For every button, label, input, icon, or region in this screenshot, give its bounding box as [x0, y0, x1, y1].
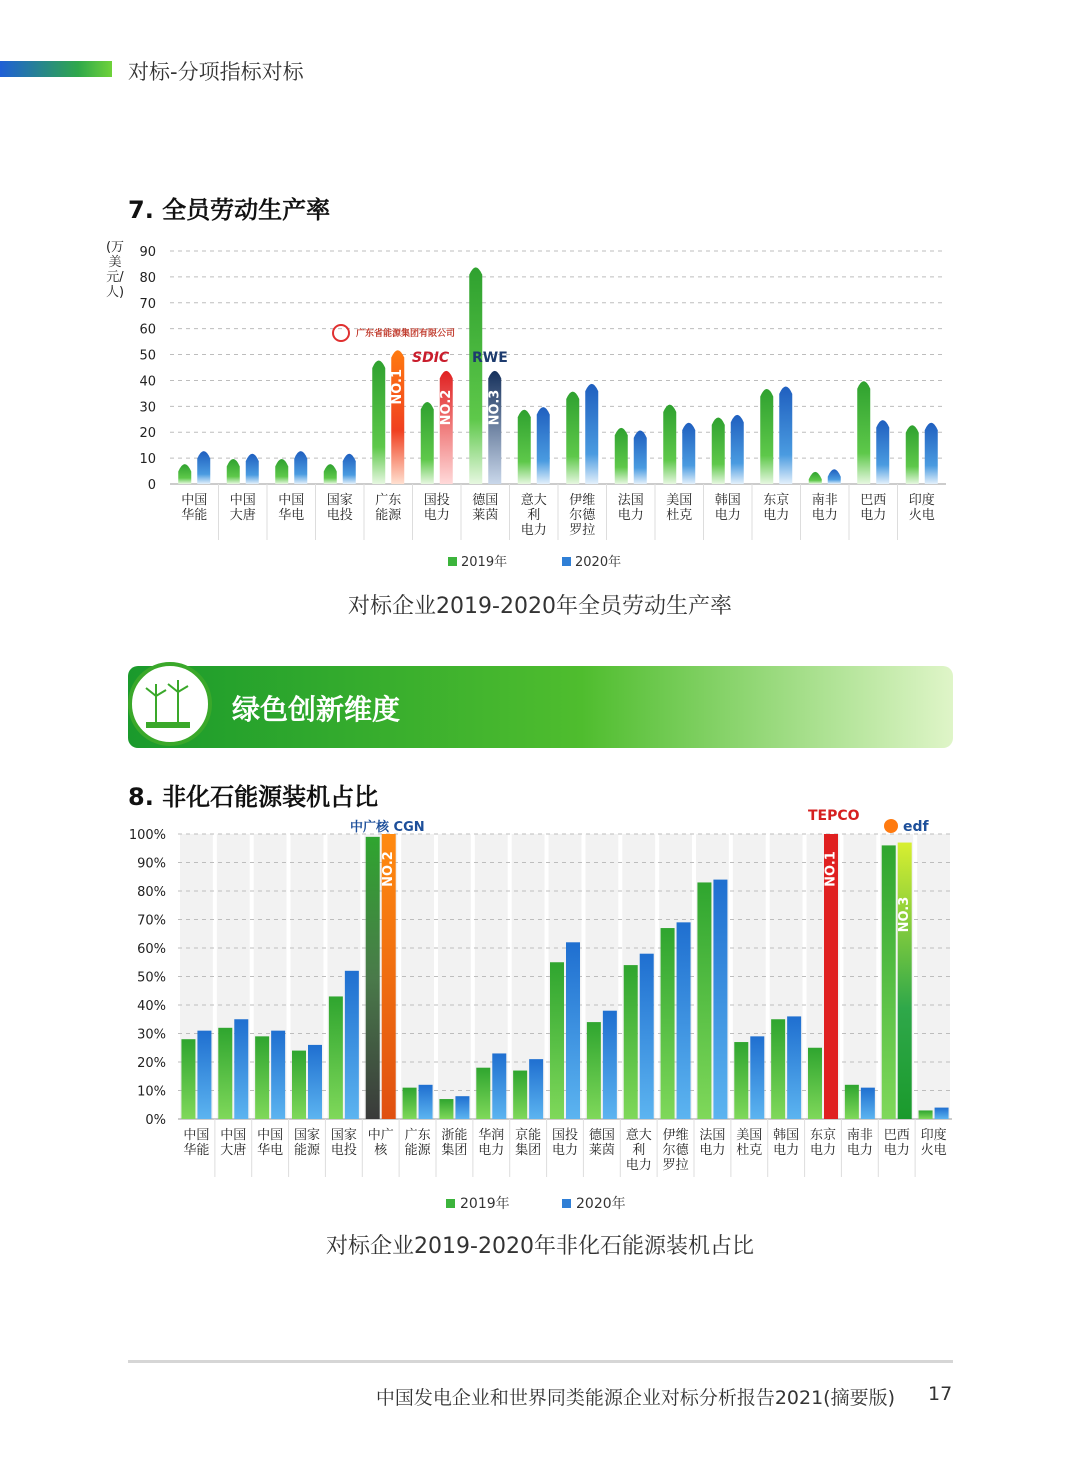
x-tick-label: 华电 [278, 508, 305, 523]
bar-2019年 [808, 1048, 822, 1119]
x-tick-label: 电力 [625, 1158, 652, 1173]
x-tick-label: 电力 [714, 508, 741, 523]
x-tick-label: 尔德 [569, 508, 596, 523]
x-tick-label: 美国 [736, 1128, 763, 1143]
bar-2020年 [779, 386, 792, 484]
rank-label: NO.1 [390, 368, 406, 405]
y-tick-label: 0 [147, 478, 156, 493]
bar-2019年 [366, 837, 380, 1119]
bar-2019年 [845, 1085, 859, 1119]
y-tick-label: 80% [137, 885, 166, 900]
bar-2019年 [372, 361, 385, 484]
rank-label: NO.2 [381, 851, 397, 887]
x-tick-label: 德国 [588, 1128, 615, 1143]
bar-2020年 [294, 451, 307, 484]
x-tick-label: 国投 [423, 493, 450, 508]
x-tick-label: 华能 [183, 1143, 210, 1158]
edf-logo: edf [903, 819, 929, 835]
bar-2019年 [624, 965, 638, 1119]
x-tick-label: 印度 [920, 1128, 947, 1143]
x-tick-label: 尔德 [662, 1143, 689, 1158]
x-tick-label: 中国 [183, 1128, 210, 1143]
x-tick-label: 电力 [809, 1143, 837, 1158]
x-tick-label: 大唐 [229, 508, 256, 523]
chart2-caption: 对标企业2019-2020年非化石能源装机占比 [326, 1234, 754, 1259]
x-tick-label: 广东 [375, 493, 402, 508]
bar-2020年 [345, 971, 359, 1119]
x-tick-label: 伊维 [569, 493, 596, 508]
bar-2019年 [292, 1051, 306, 1119]
x-tick-label: 电力 [699, 1143, 726, 1158]
bar-2019年 [439, 1099, 453, 1119]
x-tick-label: 电力 [773, 1143, 800, 1158]
bar-2020年 [419, 1085, 433, 1119]
x-tick-label: 电力 [423, 508, 450, 523]
banner-title: 绿色创新维度 [232, 693, 401, 726]
bar-2020年 [492, 1053, 506, 1119]
footer-text: 中国发电企业和世界同类能源企业对标分析报告2021(摘要版) [375, 1387, 895, 1409]
x-tick-label: 广东 [404, 1128, 431, 1143]
bar-2020年 [537, 407, 550, 484]
rank-label: NO.3 [897, 896, 913, 933]
x-tick-label: 东京 [809, 1128, 837, 1143]
x-tick-label: 电力 [478, 1143, 505, 1158]
bar-2020年 [343, 454, 356, 484]
x-tick-label: 莱茵 [588, 1143, 615, 1158]
x-tick-label: 南非 [846, 1128, 873, 1143]
x-tick-label: 杜克 [736, 1143, 763, 1158]
bar-2019年 [712, 418, 725, 484]
y-tick-label: 50% [137, 970, 166, 986]
bar-2020年 [898, 843, 912, 1119]
bar-2019年 [181, 1039, 195, 1119]
x-tick-label: 中国 [278, 493, 305, 508]
x-tick-label: 电投 [330, 1143, 357, 1158]
bar-2020年 [861, 1088, 875, 1119]
x-tick-label: 德国 [472, 493, 499, 508]
legend-label: 2020年 [576, 1196, 626, 1212]
x-tick-label: 大唐 [220, 1143, 247, 1158]
x-tick-label: 电力 [617, 508, 644, 523]
x-tick-label: 中国 [257, 1128, 284, 1143]
bar-2020年 [634, 430, 647, 484]
x-tick-label: 意大 [625, 1128, 652, 1143]
bar-2019年 [227, 459, 240, 484]
bar-2019年 [329, 996, 343, 1119]
cgn-logo: 中广核 CGN [350, 820, 425, 835]
x-tick-label: 华润 [478, 1128, 505, 1143]
bar-2019年 [178, 464, 191, 484]
y-tick-label: 90 [139, 245, 156, 260]
rank-label: NO.3 [487, 389, 503, 426]
bar-2019年 [760, 389, 773, 484]
x-tick-label: 电力 [520, 523, 547, 538]
legend-label: 2020年 [575, 555, 622, 570]
bar-2019年 [661, 928, 675, 1119]
x-tick-label: 中国 [220, 1128, 247, 1143]
bar-2020年 [935, 1108, 949, 1119]
bar-2020年 [603, 1011, 617, 1119]
y-tick-label: 50 [139, 348, 156, 364]
productivity-chart [0, 0, 1080, 590]
bar-2019年 [587, 1022, 601, 1119]
bar-2020年 [787, 1016, 801, 1119]
bar-2019年 [566, 392, 579, 484]
bar-2019年 [615, 428, 628, 484]
x-tick-label: 浙能 [441, 1128, 468, 1143]
bar-2020年 [750, 1036, 764, 1119]
y-tick-label: 20 [139, 426, 156, 442]
x-tick-label: 利 [527, 508, 541, 523]
bar-2019年 [919, 1110, 933, 1119]
x-tick-label: 集团 [515, 1143, 542, 1158]
x-tick-label: 中国 [181, 493, 208, 508]
x-tick-label: 巴西 [860, 493, 887, 508]
x-tick-label: 韩国 [773, 1128, 800, 1143]
bar-2019年 [734, 1042, 748, 1119]
y-tick-label: 40 [139, 374, 156, 390]
x-tick-label: 电力 [883, 1143, 910, 1158]
bar-2019年 [697, 882, 711, 1119]
bar-2019年 [218, 1028, 232, 1119]
bar-2020年 [197, 451, 210, 484]
wind-turbine-icon [128, 662, 212, 746]
bar-2020年 [828, 469, 841, 484]
guangdong-energy-logo-mark [333, 325, 349, 341]
legend-swatch [562, 557, 571, 566]
y-tick-label: 20% [137, 1056, 166, 1071]
bar-2020年 [640, 954, 654, 1119]
bar-2020年 [488, 371, 501, 484]
x-tick-label: 国家 [330, 1128, 357, 1143]
x-tick-label: 电力 [860, 508, 887, 523]
nonfossil-chart [0, 790, 1080, 1240]
bar-2019年 [906, 425, 919, 484]
x-tick-label: 莱茵 [472, 508, 499, 523]
x-tick-label: 印度 [908, 493, 935, 508]
bar-2019年 [324, 464, 337, 484]
y-tick-label: 30 [139, 400, 156, 416]
x-tick-label: 南非 [811, 493, 838, 508]
y-tick-label: 60 [139, 322, 156, 338]
page-number: 17 [928, 1383, 953, 1405]
legend-label: 2019年 [460, 1196, 510, 1212]
y-tick-label: 70% [137, 913, 166, 929]
bar-2020年 [566, 942, 580, 1119]
bar-2019年 [809, 472, 822, 484]
bar-2020年 [713, 880, 727, 1119]
x-tick-label: 能源 [375, 508, 402, 523]
x-tick-label: 电力 [811, 508, 838, 523]
edf-logo-mark [884, 819, 898, 833]
x-tick-label: 巴西 [883, 1128, 910, 1143]
y-tick-label: 90% [137, 856, 166, 872]
bar-2020年 [876, 420, 889, 484]
x-tick-label: 罗拉 [569, 523, 596, 538]
bar-2019年 [663, 405, 676, 484]
bar-2020年 [529, 1059, 543, 1119]
y-tick-label: 60% [137, 942, 166, 957]
y-tick-label: 80 [139, 270, 156, 286]
x-tick-label: 电力 [846, 1143, 873, 1158]
x-tick-label: 意大 [520, 493, 547, 508]
x-tick-label: 华电 [257, 1143, 284, 1158]
bar-2019年 [882, 845, 896, 1119]
bar-2019年 [513, 1071, 527, 1119]
y-tick-label: 100% [128, 828, 166, 843]
tepco-logo: TEPCO [808, 808, 860, 824]
section8-title: 8. 非化石能源装机占比 [128, 783, 379, 811]
x-tick-label: 火电 [920, 1143, 947, 1158]
bar-2020年 [731, 415, 744, 484]
bar-2020年 [682, 423, 695, 484]
y-tick-label: 30% [137, 1027, 166, 1043]
chart1-ylabel: (万美元/人) [105, 240, 125, 300]
footer-divider [128, 1360, 953, 1363]
x-tick-label: 国家 [293, 1128, 321, 1143]
x-tick-label: 华能 [181, 508, 208, 523]
x-tick-label: 电投 [326, 508, 353, 523]
bar-2020年 [271, 1031, 285, 1119]
bar-2019年 [403, 1088, 417, 1119]
x-tick-label: 电力 [551, 1143, 579, 1158]
x-tick-label: 韩国 [714, 493, 741, 508]
bar-2019年 [771, 1019, 785, 1119]
bar-2020年 [925, 423, 938, 484]
x-tick-label: 中国 [229, 493, 256, 508]
x-tick-label: 能源 [404, 1143, 431, 1158]
x-tick-label: 集团 [441, 1143, 468, 1158]
bar-2020年 [455, 1096, 469, 1119]
legend-swatch [446, 1199, 455, 1208]
y-tick-label: 70 [139, 296, 156, 312]
x-tick-label: 电力 [763, 508, 790, 523]
sdic-logo: SDIC [412, 350, 450, 366]
x-tick-label: 利 [632, 1143, 646, 1158]
section7-title: 7. 全员劳动生产率 [128, 196, 331, 224]
bar-2020年 [585, 384, 598, 484]
y-tick-label: 10 [139, 452, 156, 468]
header-title: 对标-分项指标对标 [128, 60, 304, 84]
bar-2019年 [275, 459, 288, 484]
bar-2020年 [234, 1019, 248, 1119]
x-tick-label: 法国 [699, 1128, 726, 1143]
x-tick-label: 核 [374, 1143, 388, 1158]
bar-2020年 [246, 454, 259, 484]
rwe-logo: RWE [472, 350, 508, 366]
x-tick-label: 京能 [515, 1128, 542, 1143]
bar-2019年 [857, 381, 870, 484]
x-tick-label: 杜克 [666, 508, 693, 523]
x-tick-label: 法国 [617, 493, 644, 508]
legend-label: 2019年 [461, 555, 508, 570]
y-tick-label: 10% [137, 1084, 166, 1100]
legend-swatch [562, 1199, 571, 1208]
x-tick-label: 火电 [908, 508, 935, 523]
legend-swatch [448, 557, 457, 566]
x-tick-label: 中广 [367, 1128, 394, 1143]
bar-2019年 [550, 962, 564, 1119]
bar-2020年 [677, 922, 691, 1119]
y-tick-label: 0% [145, 1113, 166, 1128]
bar-2019年 [255, 1036, 269, 1119]
bar-2019年 [476, 1068, 490, 1119]
x-tick-label: 伊维 [662, 1128, 689, 1143]
x-tick-label: 东京 [763, 493, 790, 508]
x-tick-label: 国投 [551, 1128, 579, 1143]
x-tick-label: 能源 [293, 1143, 321, 1158]
bar-2020年 [197, 1031, 211, 1119]
bar-2019年 [518, 410, 531, 484]
bar-2020年 [308, 1045, 322, 1119]
bar-2020年 [440, 371, 453, 484]
x-tick-label: 罗拉 [662, 1158, 689, 1173]
rank-label: NO.1 [823, 851, 839, 887]
bar-2019年 [469, 267, 482, 484]
chart1-caption: 对标企业2019-2020年全员劳动生产率 [348, 594, 732, 619]
rank-label: NO.2 [438, 389, 454, 426]
x-tick-label: 美国 [666, 493, 693, 508]
guangdong-energy-logo: 广东省能源集团有限公司 [356, 329, 456, 339]
y-tick-label: 40% [137, 999, 166, 1014]
x-tick-label: 国家 [326, 493, 353, 508]
bar-2019年 [421, 402, 434, 484]
